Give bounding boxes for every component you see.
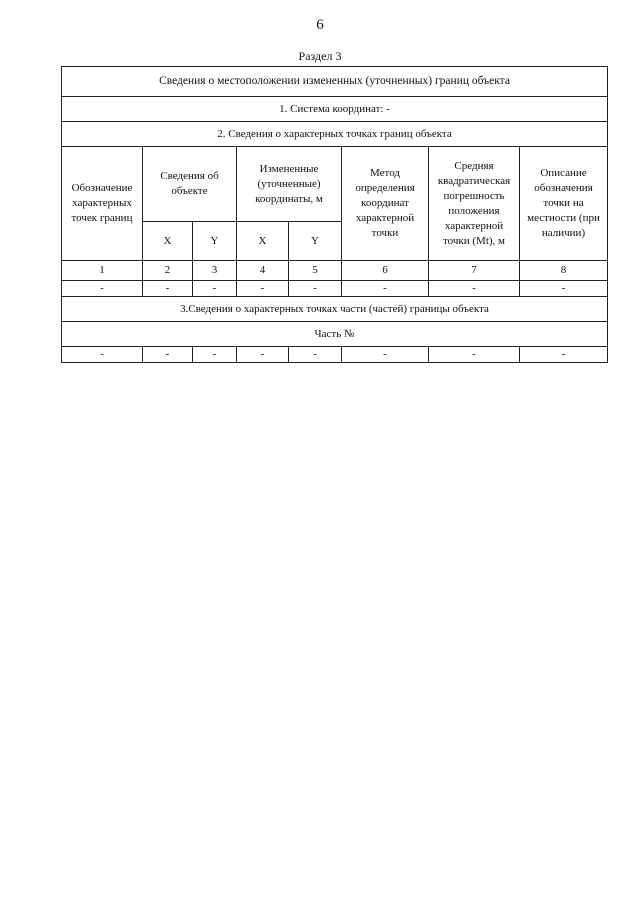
column-number-row (62, 261, 608, 281)
header-method: Метод определения координат характерной точки (342, 147, 429, 261)
header-object-x: X (143, 222, 193, 261)
column-number: 7 (429, 261, 520, 281)
table-cell: - (520, 281, 608, 297)
column-number: 5 (289, 261, 342, 281)
table-cell: - (289, 281, 342, 297)
header-mean-error: Средняя квадратическая погрешность положения характерной точки (Mt), м (429, 147, 520, 261)
column-number: 6 (342, 261, 429, 281)
table-cell: - (193, 347, 237, 363)
coord-system: 1. Система координат: - (62, 97, 608, 122)
boundary-table (61, 66, 608, 363)
table-cell: - (429, 347, 520, 363)
column-number: 8 (520, 261, 608, 281)
table-cell: - (237, 281, 289, 297)
table-row (62, 347, 608, 363)
table-cell: - (237, 347, 289, 363)
table-cell: - (520, 347, 608, 363)
part-label: Часть № (62, 322, 608, 347)
table-row (62, 281, 608, 297)
table-cell: - (342, 281, 429, 297)
column-number: 4 (237, 261, 289, 281)
header-description: Описание обозначения точки на местности (при наличии) (520, 147, 608, 261)
table-cell: - (193, 281, 237, 297)
section-title: Раздел 3 (298, 49, 342, 63)
page-number: 6 (316, 17, 324, 33)
table-cell: - (342, 347, 429, 363)
header-object-y: Y (193, 222, 237, 261)
header-changed-x: X (237, 222, 289, 261)
header-designation: Обозначение характерных точек границ (62, 147, 143, 261)
section2-title: 2. Сведения о характерных точках границ объекта (62, 122, 608, 147)
section3-title: 3.Сведения о характерных точках части (частей) границы объекта (62, 297, 608, 322)
table-cell: - (143, 347, 193, 363)
header-changed-y: Y (289, 222, 342, 261)
column-number: 1 (62, 261, 143, 281)
table-cell: - (62, 347, 143, 363)
header-changed-coords: Измененные (уточненные) координаты, м (237, 147, 342, 222)
header-object-info: Сведения об объекте (143, 147, 237, 222)
table-cell: - (429, 281, 520, 297)
column-number: 3 (193, 261, 237, 281)
table-cell: - (62, 281, 143, 297)
table-cell: - (289, 347, 342, 363)
table-cell: - (143, 281, 193, 297)
column-number: 2 (143, 261, 193, 281)
table-title: Сведения о местоположении измененных (уточненных) границ объекта (62, 67, 608, 97)
